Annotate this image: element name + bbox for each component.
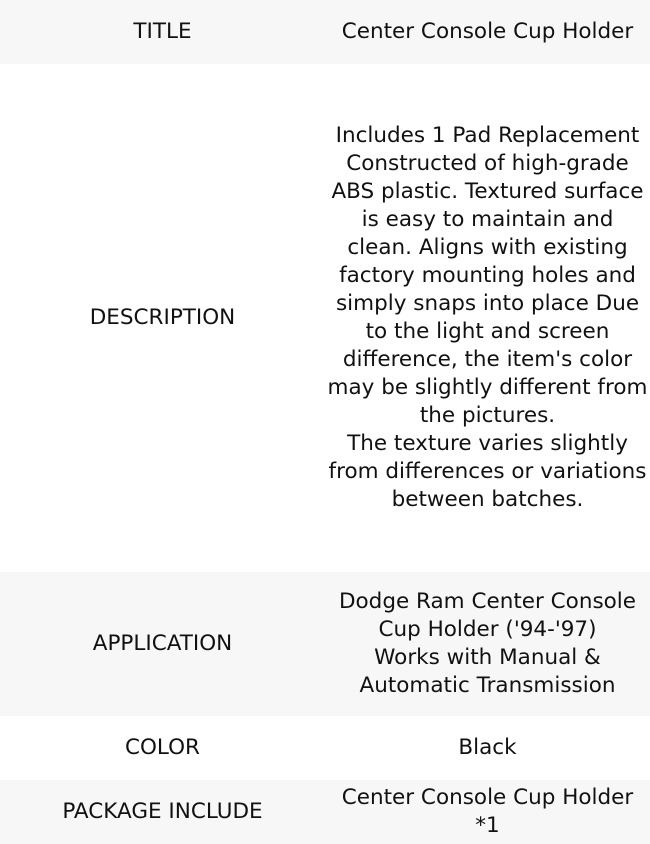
description-line-1: Includes 1 Pad Replacement: [335, 123, 640, 148]
spec-value-package-include: [325, 780, 650, 844]
application-line-2: Works with Manual & Automatic Transmission: [359, 645, 616, 698]
spec-row-color: [0, 716, 650, 780]
application-line-1: Dodge Ram Center Console Cup Holder ('94-'97): [338, 589, 637, 642]
spec-label-application: APPLICATION: [0, 572, 325, 716]
spec-value-title: [325, 0, 650, 64]
color-text: Black: [458, 735, 517, 760]
spec-value-color: [325, 716, 650, 780]
spec-row-package-include: [0, 780, 650, 844]
description-line-3: The texture varies slightly from differences or variations between batches.: [328, 431, 647, 512]
spec-label-title: TITLE: [0, 0, 325, 64]
title-text: Center Console Cup Holder: [341, 19, 634, 44]
spec-label-description: DESCRIPTION: [89, 305, 236, 330]
package-include-text: Center Console Cup Holder *1: [341, 785, 634, 838]
spec-row-title: [0, 0, 650, 64]
description-line-2: Constructed of high-grade ABS plastic. Textured surface is easy to maintain and clean. Aligns with existing factory mounting holes and simply snaps into place Due to the light and screen difference, the item's color may be slightly different from the pictures.: [327, 151, 648, 428]
spec-value-application: [325, 572, 650, 716]
spec-row-application: [0, 572, 650, 716]
spec-label-package-include: PACKAGE INCLUDE: [0, 780, 325, 844]
spec-value-description: [325, 64, 650, 572]
spec-label-color: COLOR: [124, 735, 200, 760]
spec-row-description: [0, 64, 650, 572]
